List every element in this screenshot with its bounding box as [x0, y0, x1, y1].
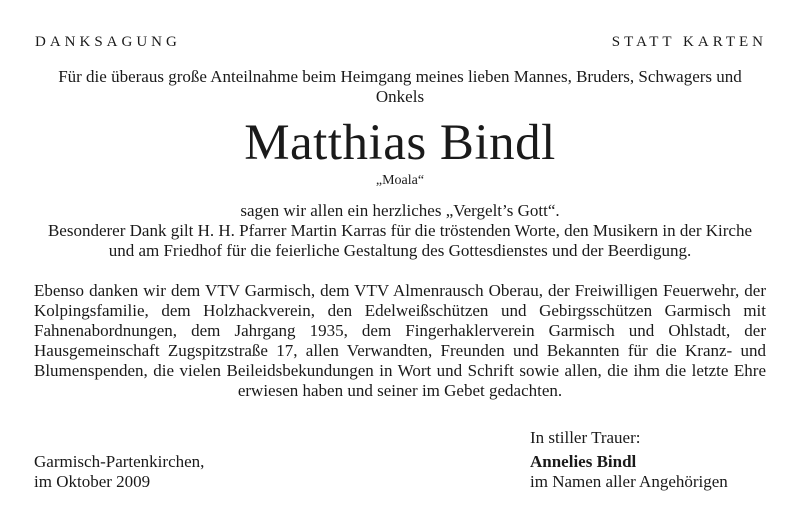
- intro-text: Für die überaus große Anteilnahme beim Heimgang meines lieben Mannes, Bruders, Schwagers und Onkels: [58, 67, 742, 106]
- header-statt-karten: STATT KARTEN: [611, 34, 767, 50]
- deceased-name: Matthias Bindl: [244, 115, 556, 171]
- place-line: Garmisch-Partenkirchen,: [34, 452, 205, 471]
- header-danksagung: DANKSAGUNG: [35, 34, 181, 50]
- thanks-line: sagen wir allen ein herzliches „Vergelt’s Gott“.: [240, 201, 560, 220]
- mourner-name: Annelies Bindl: [530, 452, 637, 471]
- special-thanks-paragraph: Besonderer Dank gilt H. H. Pfarrer Martin Karras für die tröstenden Worte, den Musikern in der Kirche und am Friedhof für die feierliche Gestaltung des Gottesdienstes und der Beerdigung.: [47, 221, 753, 260]
- additional-thanks-paragraph: Ebenso danken wir dem VTV Garmisch, dem VTV Almenrausch Oberau, der Freiwilligen Feuerwehr, der Kolpingsfamilie, dem Holzhackverein, den Edelweißschützen und Gebirgsschützen Garmisch mit Fahnenabordnungen, dem Jahrgang 1935, dem Fingerhaklerverein Garmisch und Ohlstadt, der Hausgemeinschaft Zugspitzstraße 17, allen Verwandten, Freunden und Bekannten für die Kranz- und Blumenspenden, die vielen Beileidsbekundungen in Wort und Schrift sowie allen, die ihm die letzte Ehre erwiesen haben und seiner im Gebet gedachten.: [34, 281, 766, 401]
- deceased-nickname: „Moala“: [375, 173, 425, 188]
- mourner-family-line: im Namen aller Angehörigen: [530, 472, 728, 491]
- date-line: im Oktober 2009: [34, 472, 151, 491]
- mourning-label: In stiller Trauer:: [530, 428, 641, 447]
